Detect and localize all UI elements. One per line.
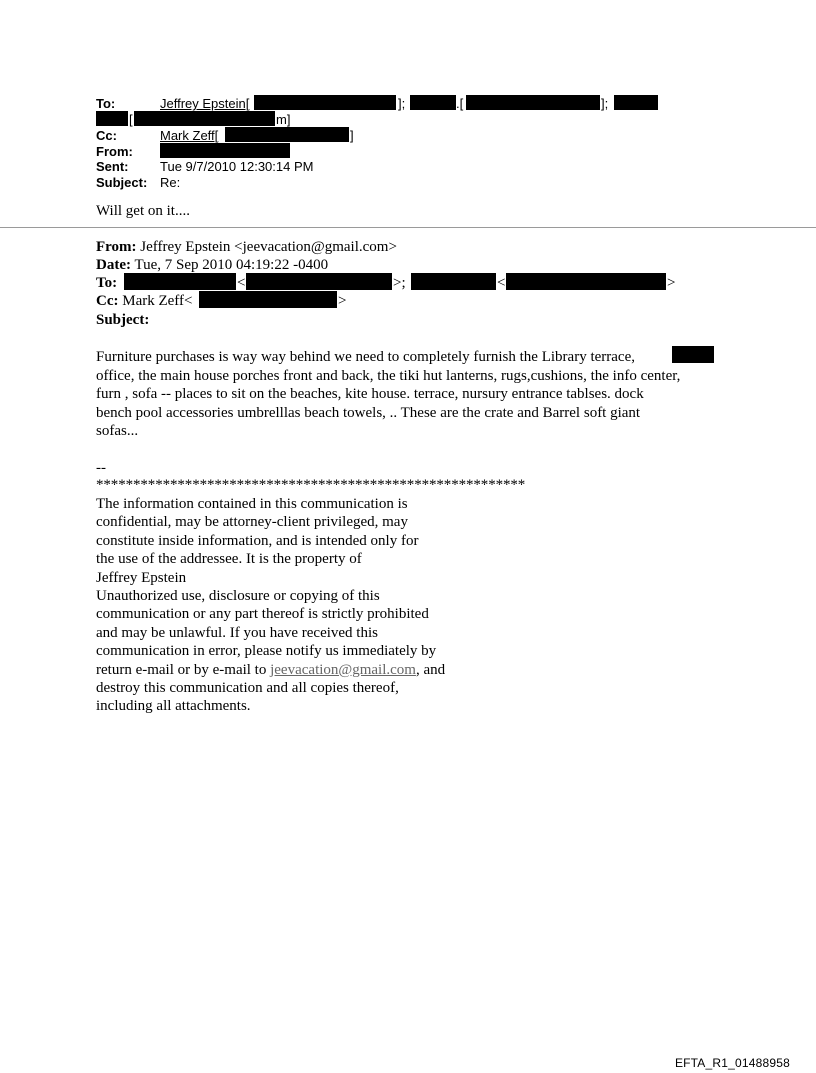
disclaimer-line: and may be unlawful. If you have received this <box>96 624 378 641</box>
disclaimer-line <box>96 661 445 679</box>
redaction-block <box>672 346 714 363</box>
disclaimer-line: Unauthorized use, disclosure or copying of this <box>96 588 380 605</box>
quoted-subject-label: Subject: <box>96 312 150 328</box>
signature-dash: -- <box>96 460 106 476</box>
disclaimer-line: Jeffrey Epstein <box>96 569 187 586</box>
subject-label: Subject: <box>96 175 148 190</box>
sent-label: Sent: <box>96 159 129 174</box>
document-id: EFTA_R1_01488958 <box>674 1056 790 1070</box>
redaction-block <box>199 291 337 308</box>
email-link[interactable]: jeevacation@gmail.com <box>270 661 416 678</box>
quoted-to-bracket: < <box>237 275 246 291</box>
cc-recipient-name: Mark Zeff[ <box>160 128 219 143</box>
divider <box>0 227 816 228</box>
quoted-cc-line <box>96 292 193 310</box>
redaction-block <box>466 95 600 110</box>
disclaimer-line: constitute inside information, and is intended only for <box>96 532 419 549</box>
body-line: office, the main house porches front and back, the tiki hut lanterns, rugs,cushions, the info center, <box>96 367 681 384</box>
quoted-from-line <box>96 238 397 256</box>
redaction-block <box>506 273 666 290</box>
redaction-block <box>411 273 496 290</box>
redaction-block <box>246 273 392 290</box>
disclaimer-line: destroy this communication and all copies thereof, <box>96 680 399 697</box>
subject-value: Re: <box>160 175 181 190</box>
redaction-block <box>410 95 456 110</box>
disclaimer-return-prefix: return e-mail or by e-mail to <box>96 661 271 678</box>
quoted-from-label: From: <box>96 239 137 255</box>
confidentiality-disclaimer <box>96 495 445 716</box>
quoted-to-bracket: >; <box>393 275 406 291</box>
redaction-block <box>160 143 290 158</box>
to-separator: [ <box>129 112 133 127</box>
to-recipient-name: Jeffrey Epstein[ <box>160 96 250 111</box>
quoted-to-bracket: > <box>667 275 676 291</box>
body-line: bench pool accessories umbrelllas beach towels, .. These are the crate and Barrel soft giant <box>96 404 641 421</box>
quoted-cc-bracket: > <box>338 293 347 309</box>
quoted-from-value: Jeffrey Epstein <jeevacation@gmail.com> <box>136 239 397 255</box>
body-line: furn , sofa -- places to sit on the beaches, kite house. terrace, nursury entrance tablses. dock <box>96 386 644 402</box>
disclaimer-line: confidential, may be attorney-client privileged, may <box>96 514 408 531</box>
to-separator: .[ <box>456 96 464 111</box>
disclaimer-line: the use of the addressee. It is the property of <box>96 551 362 568</box>
to-label: To: <box>96 96 116 111</box>
disclaimer-line: communication in error, please notify us immediately by <box>96 643 437 660</box>
from-label: From: <box>96 144 133 159</box>
reply-text: Will get on it.... <box>96 203 190 219</box>
cc-label: Cc: <box>96 128 117 143</box>
redaction-block <box>254 95 396 110</box>
disclaimer-line: including all attachments. <box>96 698 251 715</box>
asterisk-separator: ********************************************************** <box>96 477 526 493</box>
quoted-date-label: Date: <box>96 257 131 273</box>
quoted-date-value: Tue, 7 Sep 2010 04:19:22 -0400 <box>130 257 329 273</box>
redaction-block <box>225 127 349 142</box>
body-line: sofas... <box>96 423 139 439</box>
redaction-block <box>96 111 128 126</box>
disclaimer-line: communication or any part thereof is strictly prohibited <box>96 606 429 623</box>
quoted-cc-label: Cc: <box>96 293 119 309</box>
sent-value: Tue 9/7/2010 12:30:14 PM <box>160 159 314 174</box>
disclaimer-line: The information contained in this communication is <box>96 496 408 512</box>
to-separator: ]; <box>398 96 406 111</box>
quoted-to-label: To: <box>96 275 118 291</box>
to-address-tail: m] <box>276 112 291 127</box>
cc-close: ] <box>350 128 354 143</box>
redaction-block <box>134 111 275 126</box>
body-line: Furniture purchases is way way behind we need to completely furnish the Library terrace, <box>96 349 635 365</box>
quoted-cc-value: Mark Zeff< <box>118 293 193 309</box>
disclaimer-return-suffix: , and <box>415 661 446 678</box>
to-separator: ]; <box>601 96 609 111</box>
quoted-date-line <box>96 256 328 274</box>
redaction-block <box>614 95 658 110</box>
redaction-block <box>124 273 236 290</box>
quoted-to-bracket: < <box>497 275 506 291</box>
